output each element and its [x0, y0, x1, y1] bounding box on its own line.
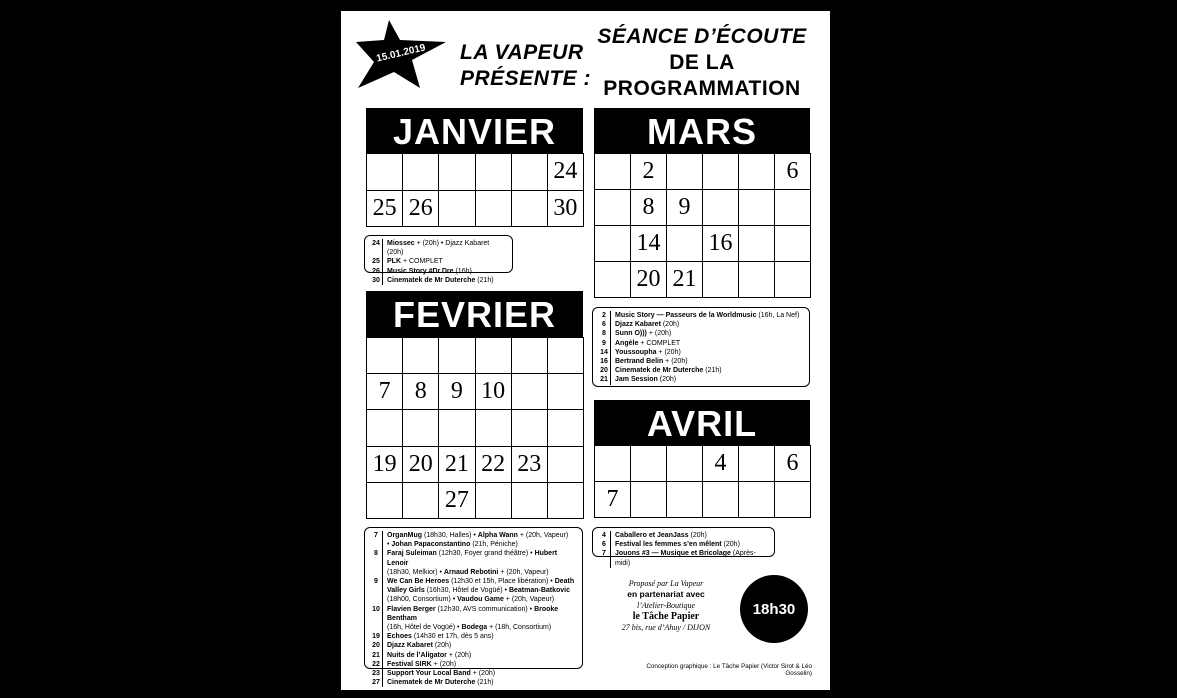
calendar-cell-empty — [667, 226, 703, 262]
event-text — [615, 366, 804, 375]
credits-line2: en partenariat avec — [627, 589, 705, 599]
event-day: 30 — [370, 276, 383, 285]
title-line3: PROGRAMMATION — [603, 77, 801, 100]
calendar-cell-empty — [512, 410, 548, 446]
calendar-cell-empty — [631, 482, 667, 518]
event-day: 8 — [370, 549, 383, 577]
event-text — [387, 257, 507, 266]
calendar-day-21: 21 — [667, 262, 703, 298]
calendar-cell-empty — [476, 483, 512, 519]
event-details: + (20h) — [646, 330, 672, 338]
calendar-day-6: 6 — [775, 154, 811, 190]
event-title: Angèle — [615, 339, 639, 347]
event-day: 21 — [370, 651, 383, 660]
credits-line5: 27 bis, rue d’Ahuy / DIJON — [621, 623, 711, 632]
event-day: 26 — [370, 267, 383, 276]
calendar-cell-empty — [739, 226, 775, 262]
calendar-grid-janvier — [366, 153, 584, 227]
calendar-cell-empty — [439, 154, 475, 191]
event-text: Flavien Berger (12h30, AVS communication) • Brooke Bentham (16h, Hôtel de Vogüé) • Bodega + (18h, Consortium) — [387, 605, 559, 632]
calendar-day-26: 26 — [403, 191, 439, 228]
event-day: 20 — [598, 366, 611, 375]
event-text: Cinematek de Mr Duterche (21h) — [387, 679, 494, 687]
event-details: + (20h) — [663, 358, 688, 366]
event-day: 6 — [598, 320, 611, 329]
event-row — [370, 678, 577, 687]
calendar-cell-empty — [739, 446, 775, 482]
event-details: + COMPLET — [401, 258, 443, 266]
calendar-day-23: 23 — [512, 447, 548, 483]
month-header-fevrier: FEVRIER — [366, 291, 583, 337]
credits-line1: Proposé par La Vapeur — [628, 579, 704, 588]
calendar-cell-empty — [476, 338, 512, 374]
calendar-cell-empty — [548, 338, 584, 374]
event-row — [370, 605, 577, 633]
title-line2: DE LA — [669, 51, 735, 74]
calendar-day-16: 16 — [703, 226, 739, 262]
event-day: 19 — [370, 632, 383, 641]
calendar-cell-empty — [439, 191, 475, 228]
event-title: Miossec — [387, 240, 415, 247]
calendar-cell-empty — [512, 338, 548, 374]
event-day: 23 — [370, 669, 383, 678]
calendar-cell-empty — [548, 483, 584, 519]
calendar-day-2: 2 — [631, 154, 667, 190]
event-text — [615, 320, 804, 329]
calendar-day-20: 20 — [403, 447, 439, 483]
event-day: 4 — [598, 531, 611, 540]
event-day: 7 — [370, 531, 383, 549]
calendar-day-6: 6 — [775, 446, 811, 482]
calendar-day-14: 14 — [631, 226, 667, 262]
event-text — [615, 348, 804, 357]
calendar-cell-empty — [367, 410, 403, 446]
calendar-cell-empty — [476, 191, 512, 228]
calendar-cell-empty — [476, 154, 512, 191]
calendar-day-22: 22 — [476, 447, 512, 483]
calendar-cell-empty — [512, 483, 548, 519]
event-row — [598, 366, 804, 375]
event-row — [370, 651, 577, 660]
event-day: 8 — [598, 329, 611, 338]
calendar-day-8: 8 — [631, 190, 667, 226]
event-title: Djazz Kabaret — [615, 321, 661, 329]
event-text — [387, 239, 507, 257]
event-title: Sunn O))) — [615, 330, 647, 338]
event-day: 14 — [598, 348, 611, 357]
design-credit: Conception graphique : Le Tâche Papier (Victor Sirot & Léo Gosselin) — [646, 663, 812, 677]
calendar-cell-empty — [667, 154, 703, 190]
star-badge — [354, 18, 448, 92]
event-text — [615, 357, 804, 366]
event-day: 16 — [598, 357, 611, 366]
calendar-cell-empty — [595, 262, 631, 298]
event-row — [370, 267, 507, 276]
calendar-cell-empty — [595, 190, 631, 226]
calendar-cell-empty — [739, 190, 775, 226]
event-details: + (20h) • Djazz Kabaret (20h) — [387, 240, 490, 257]
calendar-cell-empty — [667, 446, 703, 482]
calendar-cell-empty — [739, 482, 775, 518]
time-badge: 18h30 — [740, 575, 808, 643]
calendar-cell-empty — [739, 262, 775, 298]
event-row — [370, 577, 577, 605]
event-row — [370, 641, 577, 650]
event-row — [370, 276, 507, 285]
credits-line4: le Tâche Papier — [632, 611, 700, 622]
event-text — [615, 540, 769, 549]
event-text: We Can Be Heroes (12h30 et 15h, Place libération) • Death Valley Girls (16h30, Hôtel de Vogüé) • Beatman-Batkovic (18h00, Consortium) • Vaudou Game + (20h, Vapeur) — [387, 578, 575, 604]
event-text — [615, 329, 804, 338]
event-text — [615, 375, 804, 384]
event-details: (20h) — [657, 376, 677, 384]
event-title: Cinematek de Mr Duterche — [615, 367, 704, 375]
event-row — [598, 339, 804, 348]
calendar-cell-empty — [595, 226, 631, 262]
event-details: + COMPLET — [638, 339, 681, 347]
event-details: (20h) — [660, 321, 680, 329]
calendar-day-19: 19 — [367, 447, 403, 483]
event-row — [598, 357, 804, 366]
calendar-cell-empty — [548, 410, 584, 446]
calendar-day-8: 8 — [403, 374, 439, 410]
event-day: 7 — [598, 549, 611, 567]
presenter-title — [460, 40, 591, 92]
event-text: OrganMug (18h30, Halles) • Alpha Wann + (20h, Vapeur) • Johan Papaconstantino (21h, Péniche) — [387, 532, 569, 549]
calendar-cell-empty — [703, 482, 739, 518]
calendar-cell-empty — [512, 374, 548, 410]
events-list-janvier — [364, 235, 513, 284]
event-row — [598, 320, 804, 329]
calendar-cell-empty — [775, 262, 811, 298]
calendar-cell-empty — [775, 190, 811, 226]
event-title: Bertrand Belin — [615, 358, 664, 366]
event-day: 9 — [598, 339, 611, 348]
event-title: Jam Session — [615, 376, 658, 384]
event-text: Nuits de l’Aligator + (20h) — [387, 651, 472, 659]
event-title: Festival les femmes s’en mêlent — [615, 541, 722, 549]
calendar-cell-empty — [548, 374, 584, 410]
event-day: 22 — [370, 660, 383, 669]
title-line1: SÉANCE D’ÉCOUTE — [597, 25, 807, 48]
events-list-fevrier — [364, 527, 583, 687]
event-text — [615, 311, 804, 320]
event-day: 6 — [598, 540, 611, 549]
event-day: 9 — [370, 577, 383, 605]
event-text — [615, 339, 804, 348]
event-title: PLK — [387, 258, 401, 266]
event-row — [370, 669, 577, 678]
event-row — [598, 311, 804, 320]
credits-block — [612, 578, 720, 633]
calendar-cell-empty — [739, 154, 775, 190]
event-row — [370, 632, 577, 641]
presenter-line2: PRÉSENTE : — [460, 67, 592, 90]
month-header-avril: AVRIL — [594, 400, 810, 445]
events-list-avril — [592, 527, 775, 567]
credits-line3: l’Atelier-Boutique — [636, 601, 696, 610]
calendar-day-21: 21 — [439, 447, 475, 483]
events-list-mars — [592, 307, 810, 387]
event-text: Festival SIRK + (20h) — [387, 660, 457, 668]
calendar-cell-empty — [367, 338, 403, 374]
presenter-line1: LA VAPEUR — [460, 41, 584, 64]
calendar-day-9: 9 — [667, 190, 703, 226]
event-row — [598, 531, 769, 540]
event-details: (20h) — [688, 532, 707, 539]
event-row — [598, 549, 769, 567]
calendar-day-7: 7 — [367, 374, 403, 410]
calendar-day-30: 30 — [548, 191, 584, 228]
event-row — [370, 549, 577, 577]
event-details: (Après-midi) — [615, 550, 756, 567]
calendar-grid-fevrier — [366, 337, 584, 519]
event-row — [370, 239, 507, 257]
event-text — [387, 267, 507, 276]
event-text: Djazz Kabaret (20h) — [387, 642, 452, 650]
calendar-cell-empty — [439, 410, 475, 446]
calendar-cell-empty — [512, 154, 548, 191]
event-day: 24 — [370, 239, 383, 257]
event-details: (21h) — [475, 276, 494, 284]
calendar-day-20: 20 — [631, 262, 667, 298]
event-day: 27 — [370, 678, 383, 687]
star-date: 15.01.2019 — [375, 42, 427, 65]
event-row — [370, 257, 507, 266]
event-details: + (20h) — [656, 348, 681, 356]
event-row — [598, 375, 804, 384]
event-details: (21h) — [703, 367, 722, 375]
event-title: Youssoupha — [615, 348, 657, 356]
calendar-day-7: 7 — [595, 482, 631, 518]
calendar-cell-empty — [367, 154, 403, 191]
event-row — [598, 329, 804, 338]
calendar-cell-empty — [367, 483, 403, 519]
calendar-cell-empty — [703, 190, 739, 226]
calendar-day-24: 24 — [548, 154, 584, 191]
calendar-cell-empty — [403, 154, 439, 191]
calendar-cell-empty — [775, 226, 811, 262]
calendar-cell-empty — [548, 447, 584, 483]
event-day: 2 — [598, 311, 611, 320]
calendar-cell-empty — [703, 262, 739, 298]
event-day: 21 — [598, 375, 611, 384]
calendar-cell-empty — [667, 482, 703, 518]
event-title: Cinematek de Mr Duterche — [387, 276, 476, 284]
main-title — [592, 24, 812, 102]
event-text — [387, 276, 507, 285]
event-title: Music Story — Passeurs de la Worldmusic — [615, 312, 757, 319]
calendar-grid-mars — [594, 153, 811, 298]
calendar-cell-empty — [403, 338, 439, 374]
calendar-cell-empty — [403, 410, 439, 446]
event-title: Music Story #Dr.Dre — [387, 267, 454, 275]
event-row — [598, 348, 804, 357]
event-title: Jouons #3 — Musique et Bricolage — [615, 550, 731, 558]
event-text: Support Your Local Band + (20h) — [387, 670, 496, 678]
event-text: Echoes (14h30 et 17h, dès 5 ans) — [387, 633, 494, 641]
calendar-day-25: 25 — [367, 191, 403, 228]
month-header-janvier: JANVIER — [366, 108, 583, 153]
event-text — [615, 531, 769, 540]
calendar-cell-empty — [403, 483, 439, 519]
calendar-cell-empty — [439, 338, 475, 374]
event-details: (16h, La Nef) — [756, 312, 800, 319]
event-details: (16h) — [453, 267, 472, 275]
calendar-day-27: 27 — [439, 483, 475, 519]
event-details: (20h) — [721, 541, 740, 549]
calendar-cell-empty — [703, 154, 739, 190]
calendar-day-9: 9 — [439, 374, 475, 410]
event-row — [370, 531, 577, 549]
event-day: 25 — [370, 257, 383, 266]
calendar-cell-empty — [595, 154, 631, 190]
calendar-day-4: 4 — [703, 446, 739, 482]
event-day: 10 — [370, 605, 383, 633]
event-text: Faraj Suleiman (12h30, Foyer grand théâtre) • Hubert Lenoir (18h30, Melkior) • Arnaud Rebotini + (20h, Vapeur) — [387, 550, 558, 576]
event-row — [370, 660, 577, 669]
month-header-mars: MARS — [594, 108, 810, 153]
calendar-cell-empty — [631, 446, 667, 482]
event-row — [598, 540, 769, 549]
calendar-grid-avril — [594, 445, 811, 518]
event-text — [615, 549, 769, 567]
calendar-day-10: 10 — [476, 374, 512, 410]
calendar-cell-empty — [595, 446, 631, 482]
calendar-cell-empty — [512, 191, 548, 228]
calendar-cell-empty — [775, 482, 811, 518]
event-day: 20 — [370, 641, 383, 650]
calendar-cell-empty — [476, 410, 512, 446]
event-title: Caballero et JeanJass — [615, 532, 689, 539]
